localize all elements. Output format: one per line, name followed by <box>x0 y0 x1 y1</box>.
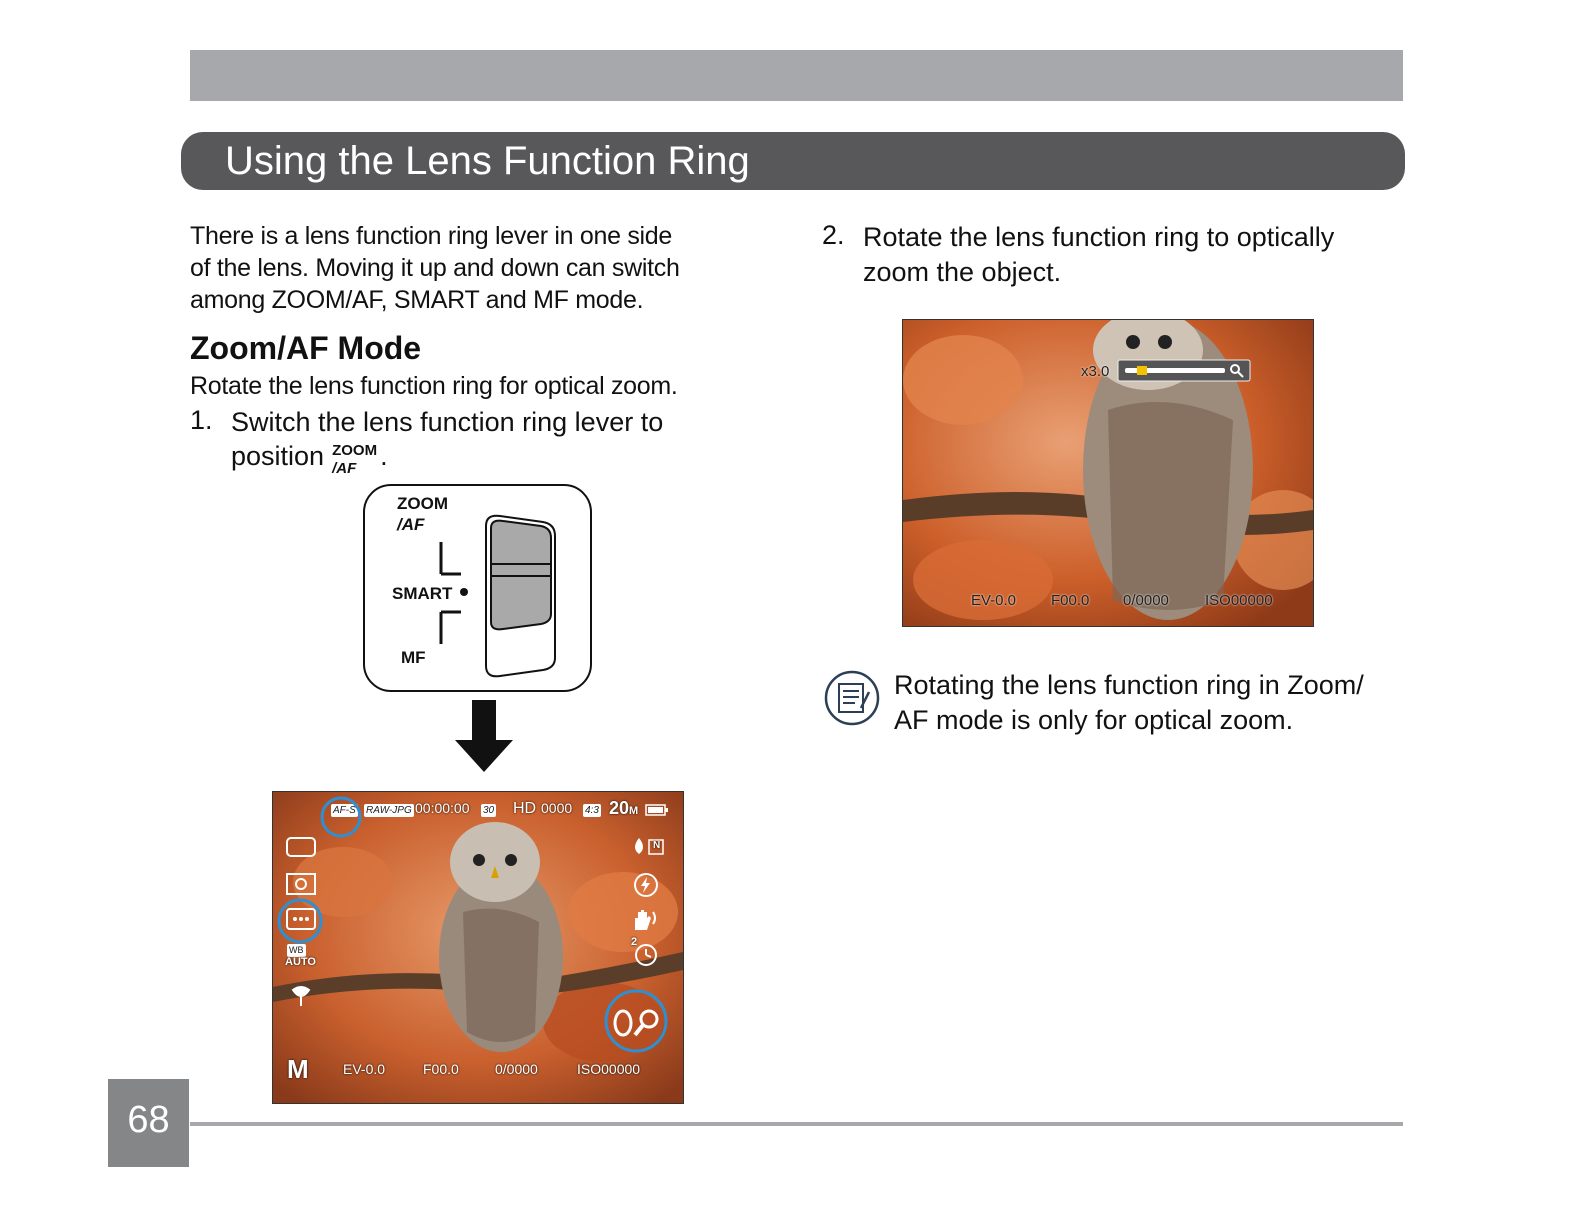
lever-drawing <box>365 486 590 690</box>
quality-label: HD <box>513 800 537 817</box>
shutter-value: 0/0000 <box>495 1061 538 1077</box>
color-effect-icon <box>629 834 669 858</box>
intro-line: There is a lens function ring lever in one side <box>190 222 673 250</box>
wb-value: AUTO <box>285 956 316 968</box>
section-description: Rotate the lens function ring for optical zoom. <box>190 372 678 400</box>
footer-rule <box>190 1122 1403 1126</box>
intro-line: of the lens. Moving it up and down can switch <box>190 254 680 282</box>
note-line: AF mode is only for optical zoom. <box>894 705 1294 735</box>
lever-label-smart: SMART <box>392 584 453 603</box>
step-text <box>231 405 664 477</box>
icon-label-bottom: /AF <box>332 460 357 477</box>
aperture-value: F00.0 <box>1051 592 1090 609</box>
section-heading: Zoom/AF Mode <box>190 330 422 366</box>
ev-value: EV-0.0 <box>343 1061 386 1077</box>
step-word: position <box>231 441 325 471</box>
lever-label-mf: MF <box>401 648 426 667</box>
lever-label-zoom: ZOOM <box>397 494 448 513</box>
af-mode-tag: AF-S <box>333 805 356 816</box>
shot-count: 0000 <box>541 800 573 816</box>
hand-icon <box>629 906 661 932</box>
format-tag: RAW-JPG <box>366 805 412 816</box>
step-text <box>863 220 1334 290</box>
zoom-ratio: x3.0 <box>1081 363 1110 380</box>
color-effect-label: N <box>653 840 661 851</box>
ev-value: EV-0.0 <box>971 592 1017 609</box>
camera-preview-zoomed <box>902 319 1314 627</box>
lever-label-af: /AF <box>397 515 425 534</box>
step-number: 2. <box>822 220 845 250</box>
battery-icon <box>645 804 669 816</box>
record-time: 00:00:00 <box>415 800 470 816</box>
step-line: Rotate the lens function ring to optically <box>863 222 1335 252</box>
step-line: zoom the object. <box>863 257 1062 287</box>
af-area-highlight-circle <box>276 897 324 945</box>
down-arrow-icon <box>455 700 513 772</box>
header-bar <box>190 50 1403 101</box>
step-line <box>231 439 663 477</box>
page-number: 68 <box>127 1099 170 1141</box>
page-number-box <box>108 1079 189 1167</box>
zoom-bar <box>1117 359 1252 383</box>
step-end: . <box>380 441 388 471</box>
zoom-af-position-icon <box>324 439 380 477</box>
title-banner <box>181 132 1405 190</box>
display-frame-icon <box>285 836 317 858</box>
ratio-tag: 4:3 <box>585 805 599 816</box>
image-size <box>609 798 638 819</box>
shooting-mode: M <box>287 1054 309 1084</box>
icon-label-top: ZOOM <box>332 442 378 459</box>
fps-tag: 30 <box>483 805 495 816</box>
note-text <box>894 668 1364 738</box>
zoom-icon <box>611 1006 667 1040</box>
flash-icon <box>633 872 659 898</box>
note-line: Rotating the lens function ring in Zoom/ <box>894 670 1364 700</box>
aperture-value: F00.0 <box>423 1061 459 1077</box>
af-highlight-circle <box>319 795 363 839</box>
iso-value: ISO00000 <box>1205 592 1273 609</box>
page-title: Using the Lens Function Ring <box>225 139 750 183</box>
lever-diagram <box>363 484 592 692</box>
timer-label: 2 <box>631 936 638 948</box>
image-size-unit: M <box>629 805 639 817</box>
step-number: 1. <box>190 405 213 435</box>
image-size-value: 20 <box>609 798 630 818</box>
camera-preview-zoom-af <box>272 791 684 1104</box>
wb-tag: WB <box>289 945 304 955</box>
intro-line: among ZOOM/AF, SMART and MF mode. <box>190 286 644 314</box>
shutter-value: 0/0000 <box>1123 592 1169 609</box>
metering-icon <box>285 872 317 896</box>
macro-icon <box>287 982 315 1010</box>
intro-paragraph <box>190 220 750 316</box>
note-icon <box>823 668 881 728</box>
iso-value: ISO00000 <box>577 1061 641 1077</box>
step-line: Switch the lens function ring lever to <box>231 407 664 437</box>
